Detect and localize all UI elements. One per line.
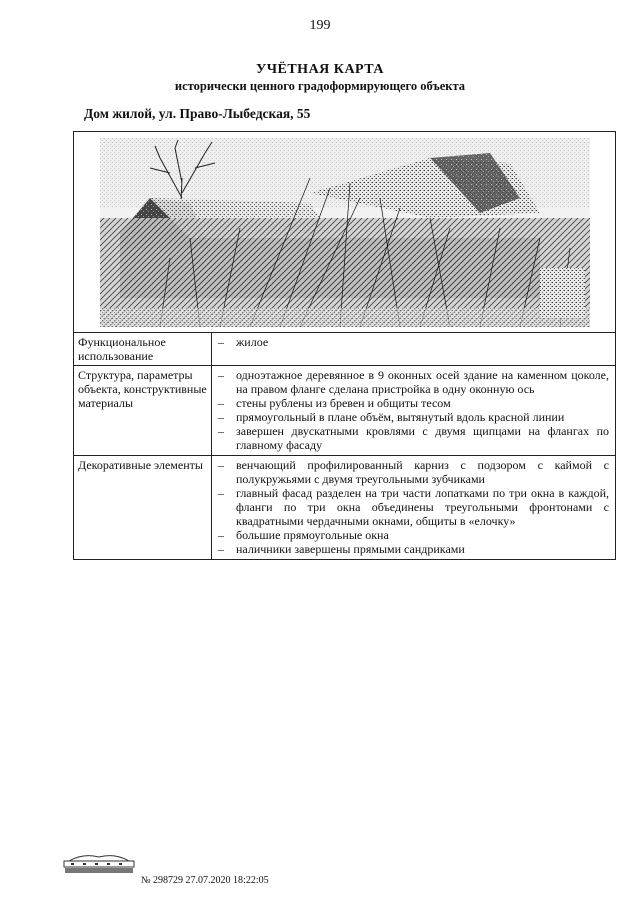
house-photo — [100, 138, 590, 327]
registration-card-table — [73, 131, 616, 560]
table-row — [74, 456, 615, 559]
row-value — [212, 333, 615, 365]
document-registration-footer: № 298729 27.07.2020 18:22:05 — [141, 875, 269, 886]
list-item: – главный фасад разделен на три части лопатками по три окна в каждой, фланги по три окна объединены треугольными фронтонами с квадратными чердачными окнами, общиты в «елочку» — [218, 486, 609, 528]
document-subtitle: исторически ценного градоформирующего объекта — [174, 79, 466, 93]
row-value — [212, 456, 615, 559]
row-label: Структура, параметры объекта, конструктивные материалы — [74, 366, 212, 455]
list-item: – большие прямоугольные окна — [218, 528, 389, 542]
page-number: 199 — [309, 18, 331, 33]
document-title: УЧЁТНАЯ КАРТА — [255, 62, 385, 77]
table-row — [74, 366, 615, 456]
list-item: – одноэтажное деревянное в 9 оконных осей здание на каменном цоколе, на правом фланге сделана пристройка в одну оконную ось — [218, 368, 609, 396]
row-value — [212, 366, 615, 455]
list-item: – завершен двускатными кровлями с двумя щипцами на флангах по главному фасаду — [218, 424, 609, 452]
list-item: – наличники завершены прямыми сандриками — [218, 542, 465, 556]
row-label: Функциональное использование — [74, 333, 212, 365]
photo-cell — [74, 132, 615, 333]
row-label: Декоративные элементы — [74, 456, 212, 559]
list-item: – прямоугольный в плане объём, вытянутый вдоль красной линии — [218, 410, 565, 424]
list-item: – жилое — [218, 335, 269, 349]
list-item: – стены рублены из бревен и общиты тесом — [218, 396, 451, 410]
registry-stamp-icon — [63, 853, 135, 875]
list-item: – венчающий профилированный карниз с подзором с каймой с полукружьями с двумя треугольными зубчиками — [218, 458, 609, 486]
object-address: Дом жилой, ул. Право-Лыбедская, 55 — [84, 106, 311, 121]
table-row — [74, 333, 615, 366]
